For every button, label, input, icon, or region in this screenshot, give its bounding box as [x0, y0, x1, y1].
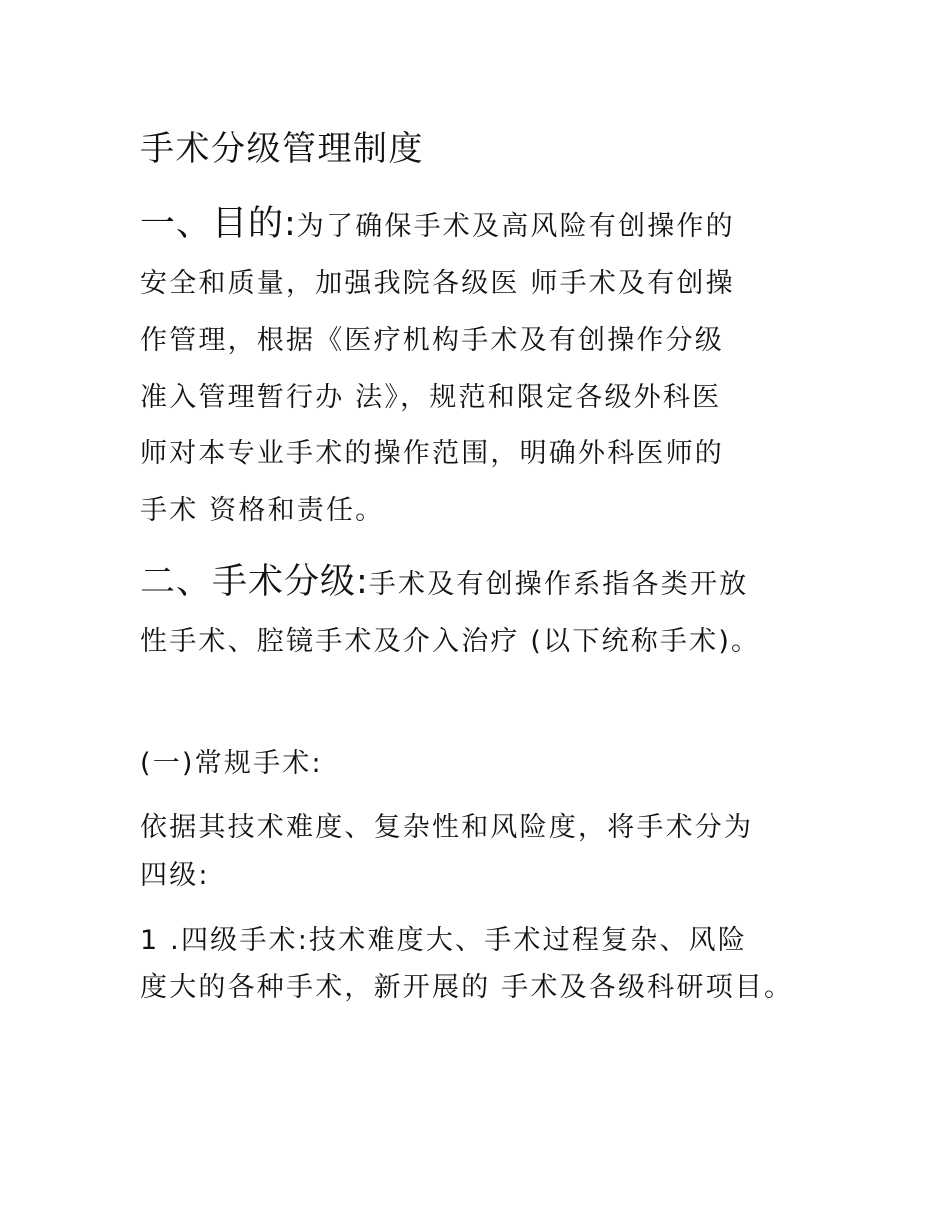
- section-1-text-line: 手术 资格和责任。: [140, 495, 385, 526]
- section-1-text-line: 准入管理暂行办 法》，规范和限定各级外科医: [140, 382, 722, 413]
- section-2-text-line: 手术及有创操作系指各类开放: [368, 569, 749, 600]
- subsection-label: (一)常规手术:: [140, 748, 323, 779]
- section-1-text-line: 为了确保手术及高风险有创操作的: [296, 211, 735, 242]
- section-1-first-line: [140, 206, 735, 245]
- item-1-line: 度大的各种手术，新开展的 手术及各级科研项目。: [140, 972, 794, 1003]
- subsection-intro-line: 四级:: [140, 860, 210, 891]
- item-1-line: 1 .四级手术:技术难度大、手术过程复杂、风险: [140, 925, 748, 956]
- section-1-text-line: 作管理，根据《医疗机构手术及有创操作分级: [140, 325, 724, 356]
- section-1-text-line: 安全和质量，加强我院各级医 师手术及有创操: [140, 268, 735, 299]
- section-1-text-line: 师对本专业手术的操作范围，明确外科医师的: [140, 438, 724, 469]
- document-title: 手术分级管理制度: [140, 129, 424, 169]
- section-2-text-line: 性手术、腔镜手术及介入治疗 (以下统称手术)。: [140, 626, 761, 657]
- subsection-intro-line: 依据其技术难度、复杂性和风险度，将手术分为: [140, 812, 754, 843]
- section-1-heading: 一、目的:: [140, 204, 297, 244]
- section-2-heading: 二、手术分级:: [140, 562, 369, 602]
- section-2-first-line: [140, 564, 748, 603]
